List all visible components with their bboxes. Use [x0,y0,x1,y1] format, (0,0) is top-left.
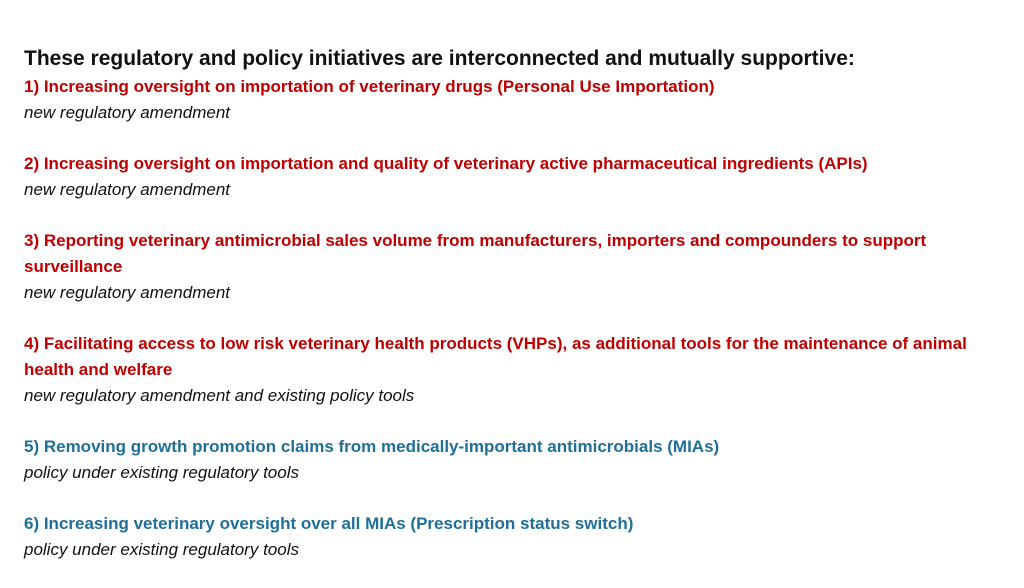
initiative-note-5: policy under existing regulatory tools [24,463,299,482]
initiative-title-2: 2) Increasing oversight on importation and quality of veterinary active pharmaceutical ingredients (APIs) [24,154,868,173]
initiative-item-4 [24,331,984,409]
initiative-note-4: new regulatory amendment and existing policy tools [24,386,415,405]
slide-content [24,44,984,588]
initiative-note-2: new regulatory amendment [24,180,231,199]
initiative-item-3 [24,228,984,306]
initiative-item-6 [24,511,984,563]
initiative-note-1: new regulatory amendment [24,103,231,122]
initiative-item-1 [24,74,984,126]
initiative-item-2 [24,151,984,203]
initiative-item-5 [24,434,984,486]
initiative-title-6: 6) Increasing veterinary oversight over all MIAs (Prescription status switch) [24,514,634,533]
initiative-title-5: 5) Removing growth promotion claims from medically-important antimicrobials (MIAs) [24,437,720,456]
initiative-note-6: policy under existing regulatory tools [24,540,299,559]
initiative-title-3: 3) Reporting veterinary antimicrobial sales volume from manufacturers, importers and compounders to support surveillance [24,231,927,276]
slide-heading: These regulatory and policy initiatives are interconnected and mutually supportive: [24,47,855,70]
initiative-title-4: 4) Facilitating access to low risk veterinary health products (VHPs), as additional tools for the maintenance of animal health and welfare [24,334,967,379]
initiative-note-3: new regulatory amendment [24,283,231,302]
initiative-title-1: 1) Increasing oversight on importation of veterinary drugs (Personal Use Importation) [24,77,715,96]
